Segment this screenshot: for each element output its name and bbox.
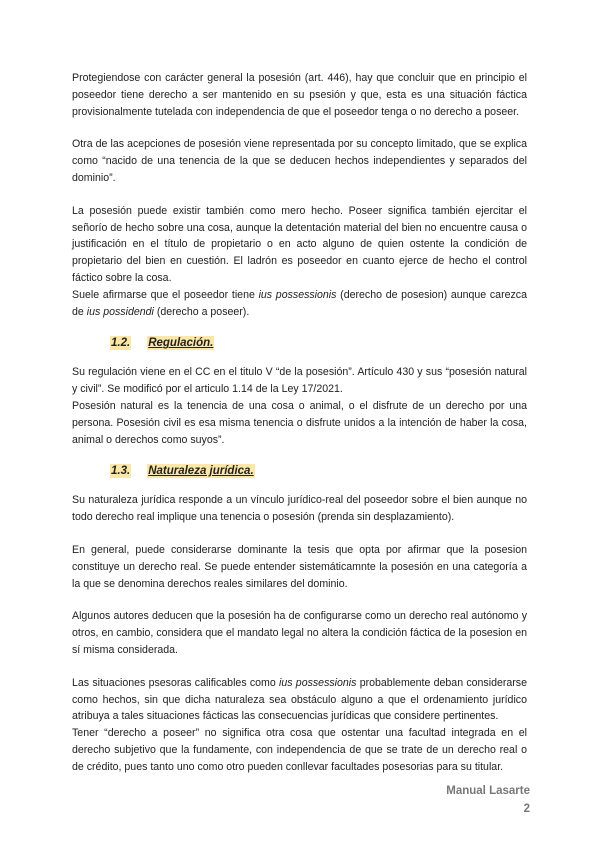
paragraph: Las situaciones psesoras calificables como ius possessionis probablemente deban considerarse como hechos, sin que dicha naturaleza sea obstáculo alguno a que el ordenamiento jurídico atribuya a tales situaciones fácticas las consecuencias jurídicas que considere pertinentes. <box>72 676 527 723</box>
section-title: Regulación. <box>148 337 214 350</box>
section-heading-naturaleza <box>110 464 527 478</box>
paragraph: Su regulación viene en el CC en el titulo V “de la posesión”. Artículo 430 y sus “posesión natural y civil”. Se modificó por el articulo 1.14 de la Ley 17/2021. <box>72 366 527 396</box>
paragraph: Tener “derecho a poseer” no significa otra cosa que ostentar una facultad integrada en el derecho subjetivo que la fundamente, con independencia de que se trate de un derecho real o de crédito, pues tanto uno como otro pueden conllevar facultades posesorias para su titular. <box>72 727 527 773</box>
paragraph: La posesión puede existir también como mero hecho. Poseer significa también ejercitar el señorío de hecho sobre una cosa, aunque la detentación material del bien no encuentre causa o justificación en el título de propietario o en acto alguno de quien ostente la condición de propietario del bien en cuestión. El ladrón es poseedor en cuanto ejerce de hecho el control fáctico sobre la cosa. <box>72 204 527 284</box>
paragraph: En general, puede considerarse dominante la tesis que opta por afirmar que la posesion constituye un derecho real. Se puede entender sistemáticamnte la posesión en una categoría a la que se denomina derechos reales similares del dominio. <box>72 543 527 590</box>
footer-label: Manual Lasarte <box>446 785 530 797</box>
section-number: 1.2. <box>111 337 131 350</box>
page-number: 2 <box>523 803 530 815</box>
paragraph: Algunos autores deducen que la posesión ha de configurarse como un derecho real autónomo y otros, en cambio, considera que el mandato legal no altera la condición fáctica de la posesion en sí misma considerada. <box>72 610 527 656</box>
paragraph: Posesión natural es la tenencia de una cosa o animal, o el disfrute de un derecho por una persona. Posesión civil es esa misma tenencia o disfrute unidos a la intención de haber la cosa, animal o derechos como suyos”. <box>72 399 527 446</box>
section-heading-regulacion <box>110 336 527 350</box>
paragraph: Protegiendose con carácter general la posesión (art. 446), hay que concluir que en principio el poseedor tiene derecho a ser mantenido en su psesión y que, esta es una situación fáctica provisionalmente tutelada con independencia de que el poseedor tenga o no derecho a poseer. <box>72 72 527 118</box>
paragraph: Suele afirmarse que el poseedor tiene ius possessionis (derecho de posesion) aunque carezca de ius possidendi (derecho a poseer). <box>72 288 527 318</box>
paragraph: Su naturaleza jurídica responde a un vínculo jurídico-real del poseedor sobre el bien aunque no todo derecho real implique una tenencia o posesión (prenda sin desplazamiento). <box>72 494 527 524</box>
paragraph: Otra de las acepciones de posesión viene representada por su concepto limitado, que se explica como “nacido de una tenencia de la que se deducen hechos independientes y separados del dominio”. <box>72 138 527 184</box>
document-body <box>72 70 527 792</box>
page-footer <box>446 782 530 818</box>
section-title: Naturaleza jurídica. <box>148 465 254 478</box>
section-number: 1.3. <box>111 465 131 478</box>
